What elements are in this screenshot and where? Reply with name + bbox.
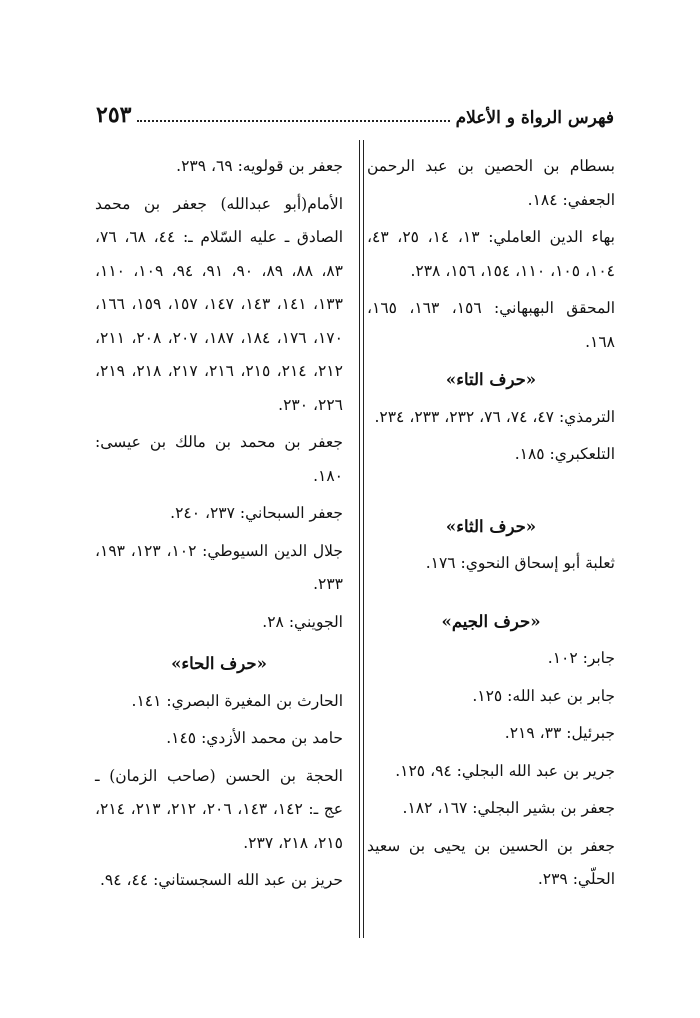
index-entry: جعفر بن الحسين بن يحيى بن سعيد الحلّي: ٢٣٩. bbox=[367, 836, 615, 888]
index-entry: بهاء الدين العاملي: ١٣، ١٤، ٢٥، ٤٣، ١٠٤، ١٠٥، ١١٠، ١٥٤، ١٥٦، ٢٣٨. bbox=[367, 228, 615, 280]
index-column-right bbox=[367, 150, 615, 901]
index-entry: حامد بن محمد الأزدي: ١٤٥. bbox=[166, 729, 343, 747]
index-entry: التلعكبري: ١٨٥. bbox=[514, 445, 615, 463]
page-number: ٢٥٣ bbox=[96, 102, 132, 128]
index-entry: الحارث بن المغيرة البصري: ١٤١. bbox=[131, 691, 343, 710]
index-entry: الحجة بن الحسن (صاحب الزمان) ـ عج ـ: ١٤٢، ١٤٣، ٢٠٦، ٢١٢، ٢١٣، ٢١٤، ٢١٥، ٢١٨، ٢٣٧. bbox=[95, 766, 343, 852]
index-entry: جعفر بن محمد بن مالك بن عيسى: ١٨٠. bbox=[95, 433, 343, 485]
index-entry: جبرئيل: ٣٣، ٢١٩. bbox=[504, 724, 615, 742]
section-heading-jim: «حرف الجيم» bbox=[441, 611, 541, 631]
index-entry: جلال الدين السيوطي: ١٠٢، ١٢٣، ١٩٣، ٢٣٣. bbox=[95, 541, 343, 593]
index-entry: الترمذي: ٤٧، ٧٤، ٧٦، ٢٣٢، ٢٣٣، ٢٣٤. bbox=[374, 407, 615, 426]
section-heading-ha: «حرف الحاء» bbox=[171, 654, 267, 673]
index-entry: المحقق البهبهاني: ١٥٦، ١٦٣، ١٦٥، ١٦٨. bbox=[367, 299, 615, 351]
spacer bbox=[367, 476, 615, 510]
section-heading-ta: «حرف التاء» bbox=[445, 370, 537, 389]
column-divider bbox=[359, 140, 364, 938]
header-title: فهرس الرواة و الأعلام bbox=[455, 108, 614, 128]
running-header bbox=[96, 96, 614, 128]
index-entry: الأمام(أبو عبدالله) جعفر بن محمد الصادق ـ عليه السّلام ـ: ٤٤، ٦٨، ٧٦، ٨٣، ٨٨، ٨٩، ٩٠، ٩١، ٩٤، ١٠٩، ١١٠، ١٣٣، ١٤١، ١٤٣، ١٤٧، ١٥٧، ١٥٩، ١٦٦، ١٧٠، ١٧٦، ١٨٤، ١٨٧، ٢٠٧، ٢٠٨، ٢١١، ٢١٢، ٢١٤، ٢١٥، ٢١٦، ٢١٧، ٢١٨، ٢١٩، ٢٢٦، ٢٣٠. bbox=[95, 194, 343, 414]
index-entry: حريز بن عبد الله السجستاني: ٤٤، ٩٤. bbox=[99, 871, 343, 889]
index-entry: بسطام بن الحصين بن عبد الرحمن الجعفي: ١٨٤. bbox=[367, 157, 615, 209]
index-entry: جعفر بن بشير البجلي: ١٦٧، ١٨٢. bbox=[402, 799, 615, 817]
index-entry: جابر: ١٠٢. bbox=[547, 649, 615, 667]
section-heading-tha: «حرف الثاء» bbox=[445, 516, 537, 536]
index-entry: الجويني: ٢٨. bbox=[262, 612, 343, 631]
index-entry: جعفر السبحاني: ٢٣٧، ٢٤٠. bbox=[170, 504, 343, 522]
index-entry: جابر بن عبد الله: ١٢٥. bbox=[472, 686, 615, 705]
index-entry: جرير بن عبد الله البجلي: ٩٤، ١٢٥. bbox=[395, 761, 615, 780]
index-entry: ثعلبة أبو إسحاق النحوي: ١٧٦. bbox=[425, 554, 615, 572]
spacer bbox=[367, 585, 615, 605]
index-column-left bbox=[95, 150, 343, 902]
dotted-leader bbox=[137, 119, 449, 122]
index-entry: جعفر بن قولويه: ٦٩، ٢٣٩. bbox=[176, 157, 343, 175]
